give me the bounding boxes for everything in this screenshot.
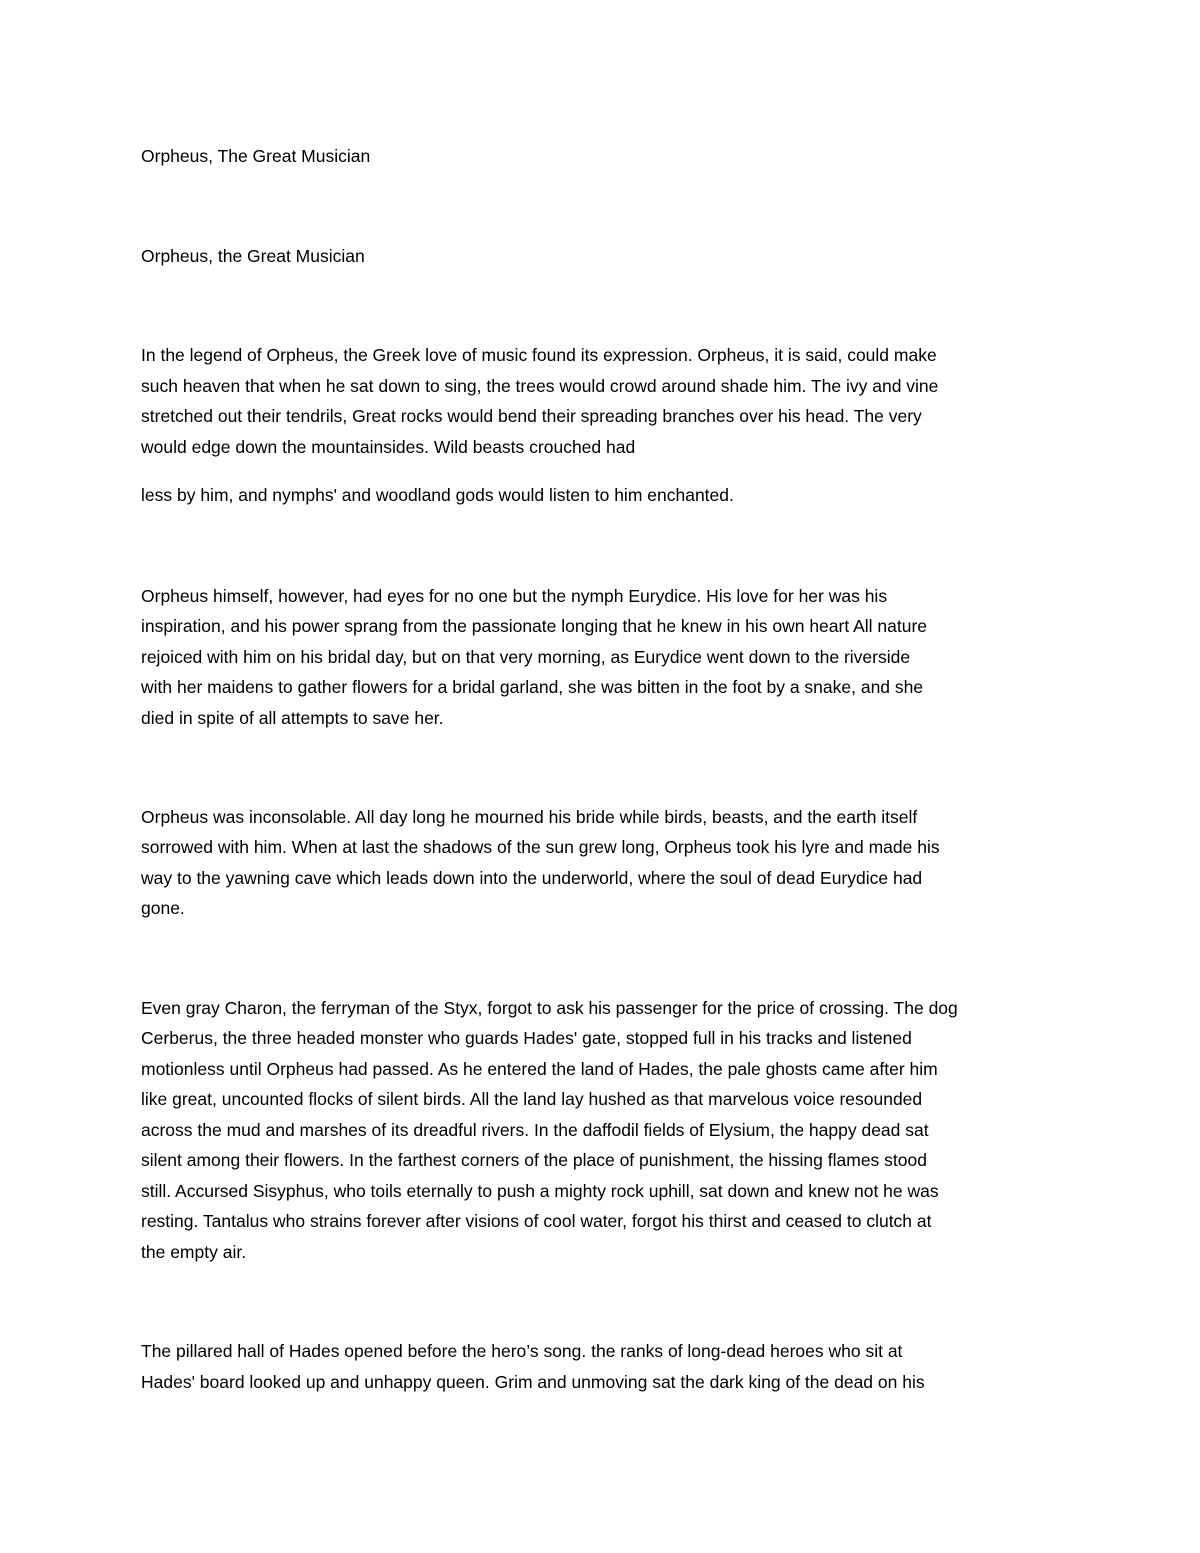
text-line: Orpheus was inconsolable. All day long he mourned his bride while birds, beasts, and the earth itself <box>141 807 918 827</box>
text-line: Even gray Charon, the ferryman of the Styx, forgot to ask his passenger for the price of crossing. The dog <box>141 998 958 1018</box>
text-line: still. Accursed Sisyphus, who toils eternally to push a mighty rock uphill, sat down and knew not he was <box>141 1181 939 1201</box>
text-line: sorrowed with him. When at last the shadows of the sun grew long, Orpheus took his lyre and made his <box>141 837 940 857</box>
text-line: died in spite of all attempts to save her. <box>141 708 444 728</box>
text-line: resting. Tantalus who strains forever after visions of cool water, forgot his thirst and ceased to clutch at <box>141 1211 932 1231</box>
text-line: inspiration, and his power sprang from the passionate longing that he knew in his own heart All nature <box>141 616 928 636</box>
text-line: less by him, and nymphs' and woodland gods would listen to him enchanted. <box>141 485 734 505</box>
document-title: Orpheus, the Great Musician <box>141 246 365 266</box>
text-line: The pillared hall of Hades opened before the hero’s song. the ranks of long-dead heroes who sit at <box>141 1341 903 1361</box>
text-line: rejoiced with him on his bridal day, but on that very morning, as Eurydice went down to the riverside <box>141 647 911 667</box>
text-line: motionless until Orpheus had passed. As he entered the land of Hades, the pale ghosts came after him <box>141 1059 938 1079</box>
text-line: gone. <box>141 898 185 918</box>
text-line: In the legend of Orpheus, the Greek love of music found its expression. Orpheus, it is said, could make <box>141 345 937 365</box>
header-title: Orpheus, The Great Musician <box>141 146 371 166</box>
text-line: Hades' board looked up and unhappy queen. Grim and unmoving sat the dark king of the dead on his <box>141 1372 925 1392</box>
text-line: Orpheus himself, however, had eyes for no one but the nymph Eurydice. His love for her was his <box>141 586 888 606</box>
text-line: with her maidens to gather flowers for a bridal garland, she was bitten in the foot by a snake, and she <box>141 677 924 697</box>
text-line: across the mud and marshes of its dreadful rivers. In the daffodil fields of Elysium, the happy dead sat <box>141 1120 929 1140</box>
text-line: would edge down the mountainsides. Wild beasts crouched had <box>141 437 636 457</box>
text-line: Cerberus, the three headed monster who guards Hades' gate, stopped full in his tracks and listened <box>141 1028 912 1048</box>
text-line: the empty air. <box>141 1242 247 1262</box>
text-line: such heaven that when he sat down to sing, the trees would crowd around shade him. The ivy and vine <box>141 376 939 396</box>
text-line: like great, uncounted flocks of silent birds. All the land lay hushed as that marvelous voice resounded <box>141 1089 923 1109</box>
text-line: stretched out their tendrils, Great rocks would bend their spreading branches over his head. The very <box>141 406 922 426</box>
text-line: silent among their flowers. In the farthest corners of the place of punishment, the hissing flames stood <box>141 1150 927 1170</box>
text-line: way to the yawning cave which leads down into the underworld, where the soul of dead Eurydice had <box>141 868 923 888</box>
